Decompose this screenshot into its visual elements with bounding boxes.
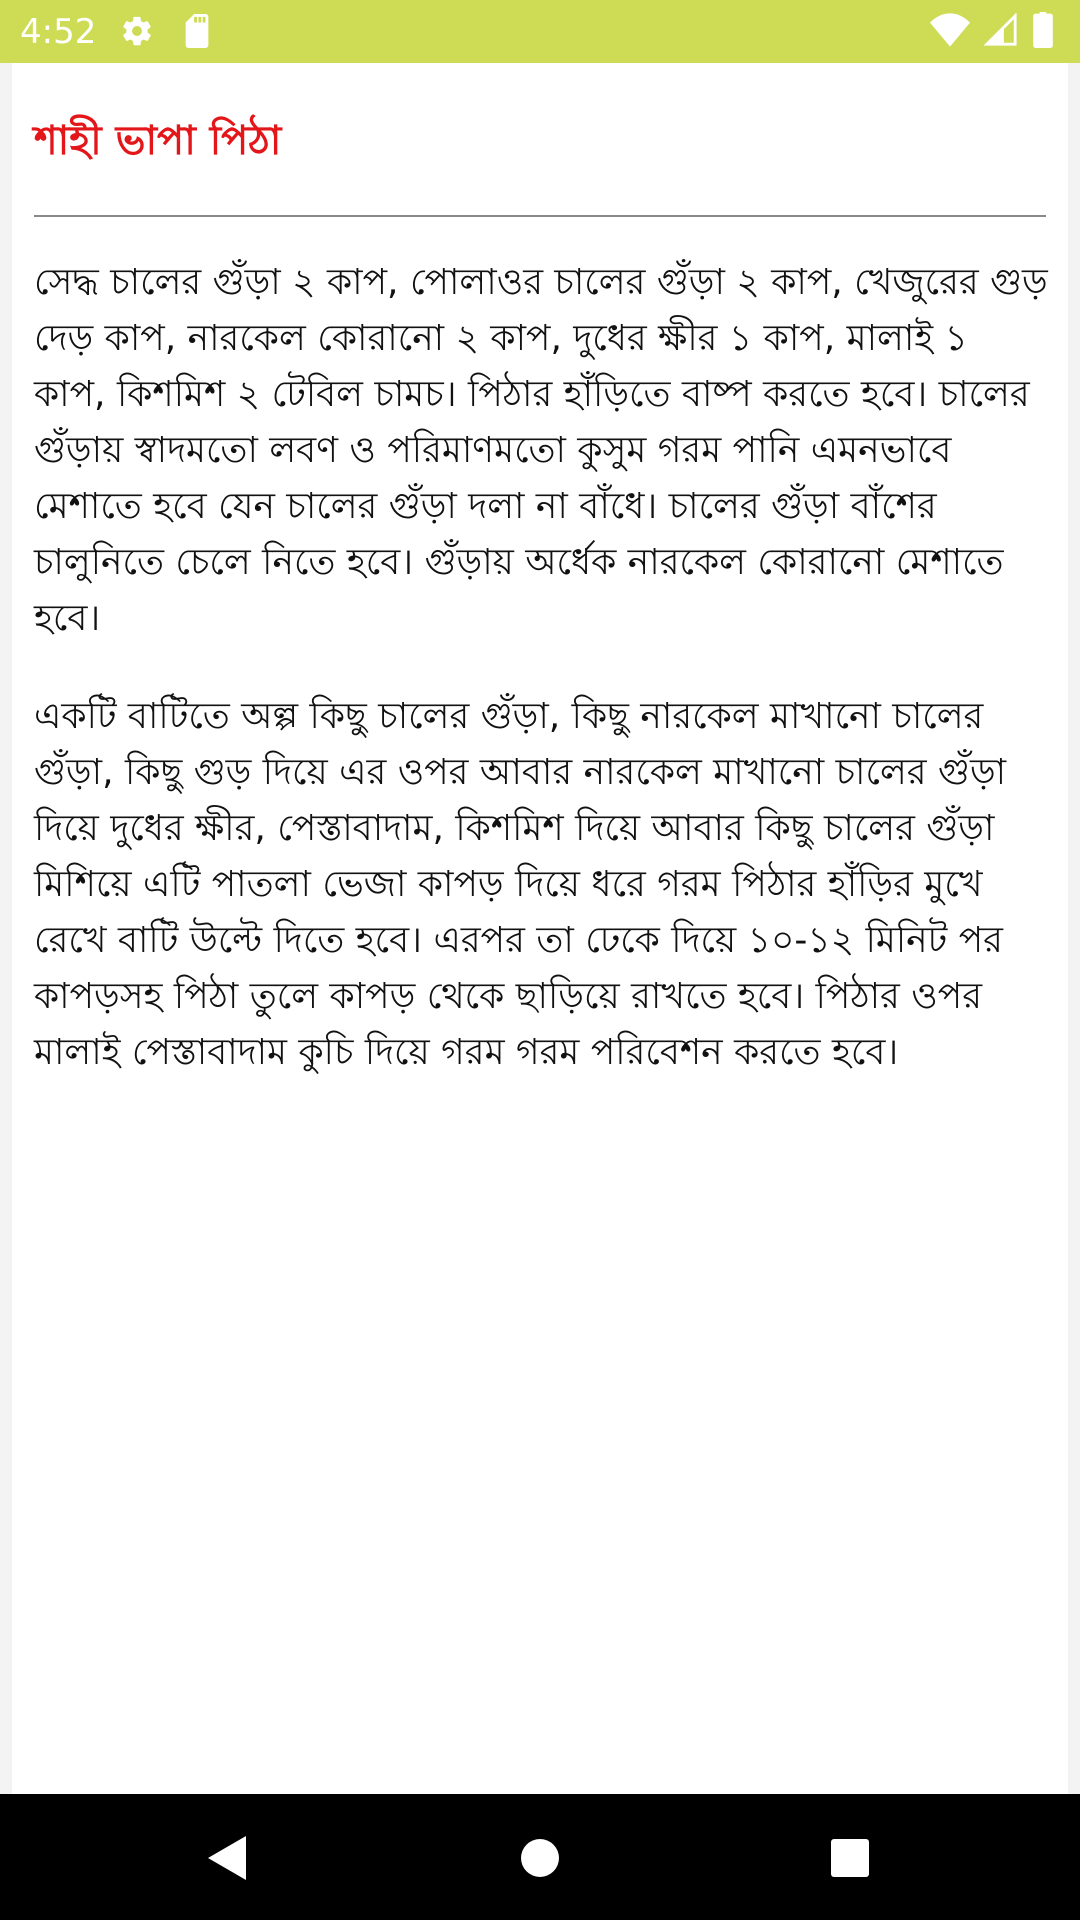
sd-card-icon	[182, 14, 212, 52]
recipe-body	[34, 255, 1048, 1123]
battery-icon	[1032, 12, 1054, 52]
status-bar	[0, 0, 1080, 63]
title-divider	[34, 215, 1046, 217]
recipe-paragraph: সেদ্ধ চালের গুঁড়া ২ কাপ, পোলাওর চালের গুঁড়া ২ কাপ, খেজুরের গুড় দেড় কাপ, নারকেল কোরানো ২ কাপ, দুধের ক্ষীর ১ কাপ, মালাই ১ কাপ, কিশমিশ ২ টেবিল চামচ। পিঠার হাঁড়িতে বাষ্প করতে হবে। চালের গুঁড়ায় স্বাদমতো লবণ ও পরিমাণমতো কুসুম গরম পানি এমনভাবে মেশাতে হবে যেন চালের গুঁড়া দলা না বাঁধে। চালের গুঁড়া বাঁশের চালুনিতে চেলে নিতে হবে। গুঁড়ায় অর্ধেক নারকেল কোরানো মেশাতে হবে।	[34, 262, 1048, 639]
wifi-icon	[930, 13, 970, 51]
home-icon[interactable]	[508, 1826, 572, 1890]
gear-icon	[120, 14, 154, 52]
recents-icon[interactable]	[818, 1826, 882, 1890]
status-time: 4:52	[20, 12, 97, 52]
recipe-paragraph: একটি বাটিতে অল্প কিছু চালের গুঁড়া, কিছু নারকেল মাখানো চালের গুঁড়া, কিছু গুড় দিয়ে এর ওপর আবার নারকেল মাখানো চালের গুঁড়া দিয়ে দুধের ক্ষীর, পেস্তাবাদাম, কিশমিশ দিয়ে আবার কিছু চালের গুঁড়া মিশিয়ে এটি পাতলা ভেজা কাপড় দিয়ে ধরে গরম পিঠার হাঁড়ির মুখে রেখে বাটি উল্টে দিতে হবে। এরপর তা ঢেকে দিয়ে ১০-১২ মিনিট পর কাপড়সহ পিঠা তুলে কাপড় থেকে ছাড়িয়ে রাখতে হবে। পিঠার ওপর মালাই পেস্তাবাদাম কুচি দিয়ে গরম গরম পরিবেশন করতে হবে।	[34, 696, 1007, 1073]
back-icon[interactable]	[194, 1826, 258, 1890]
recipe-title: শাহী ভাপা পিঠা	[34, 118, 282, 164]
recipe-content[interactable]	[12, 63, 1068, 1794]
navigation-bar	[0, 1794, 1080, 1920]
cell-signal-icon	[984, 13, 1018, 51]
